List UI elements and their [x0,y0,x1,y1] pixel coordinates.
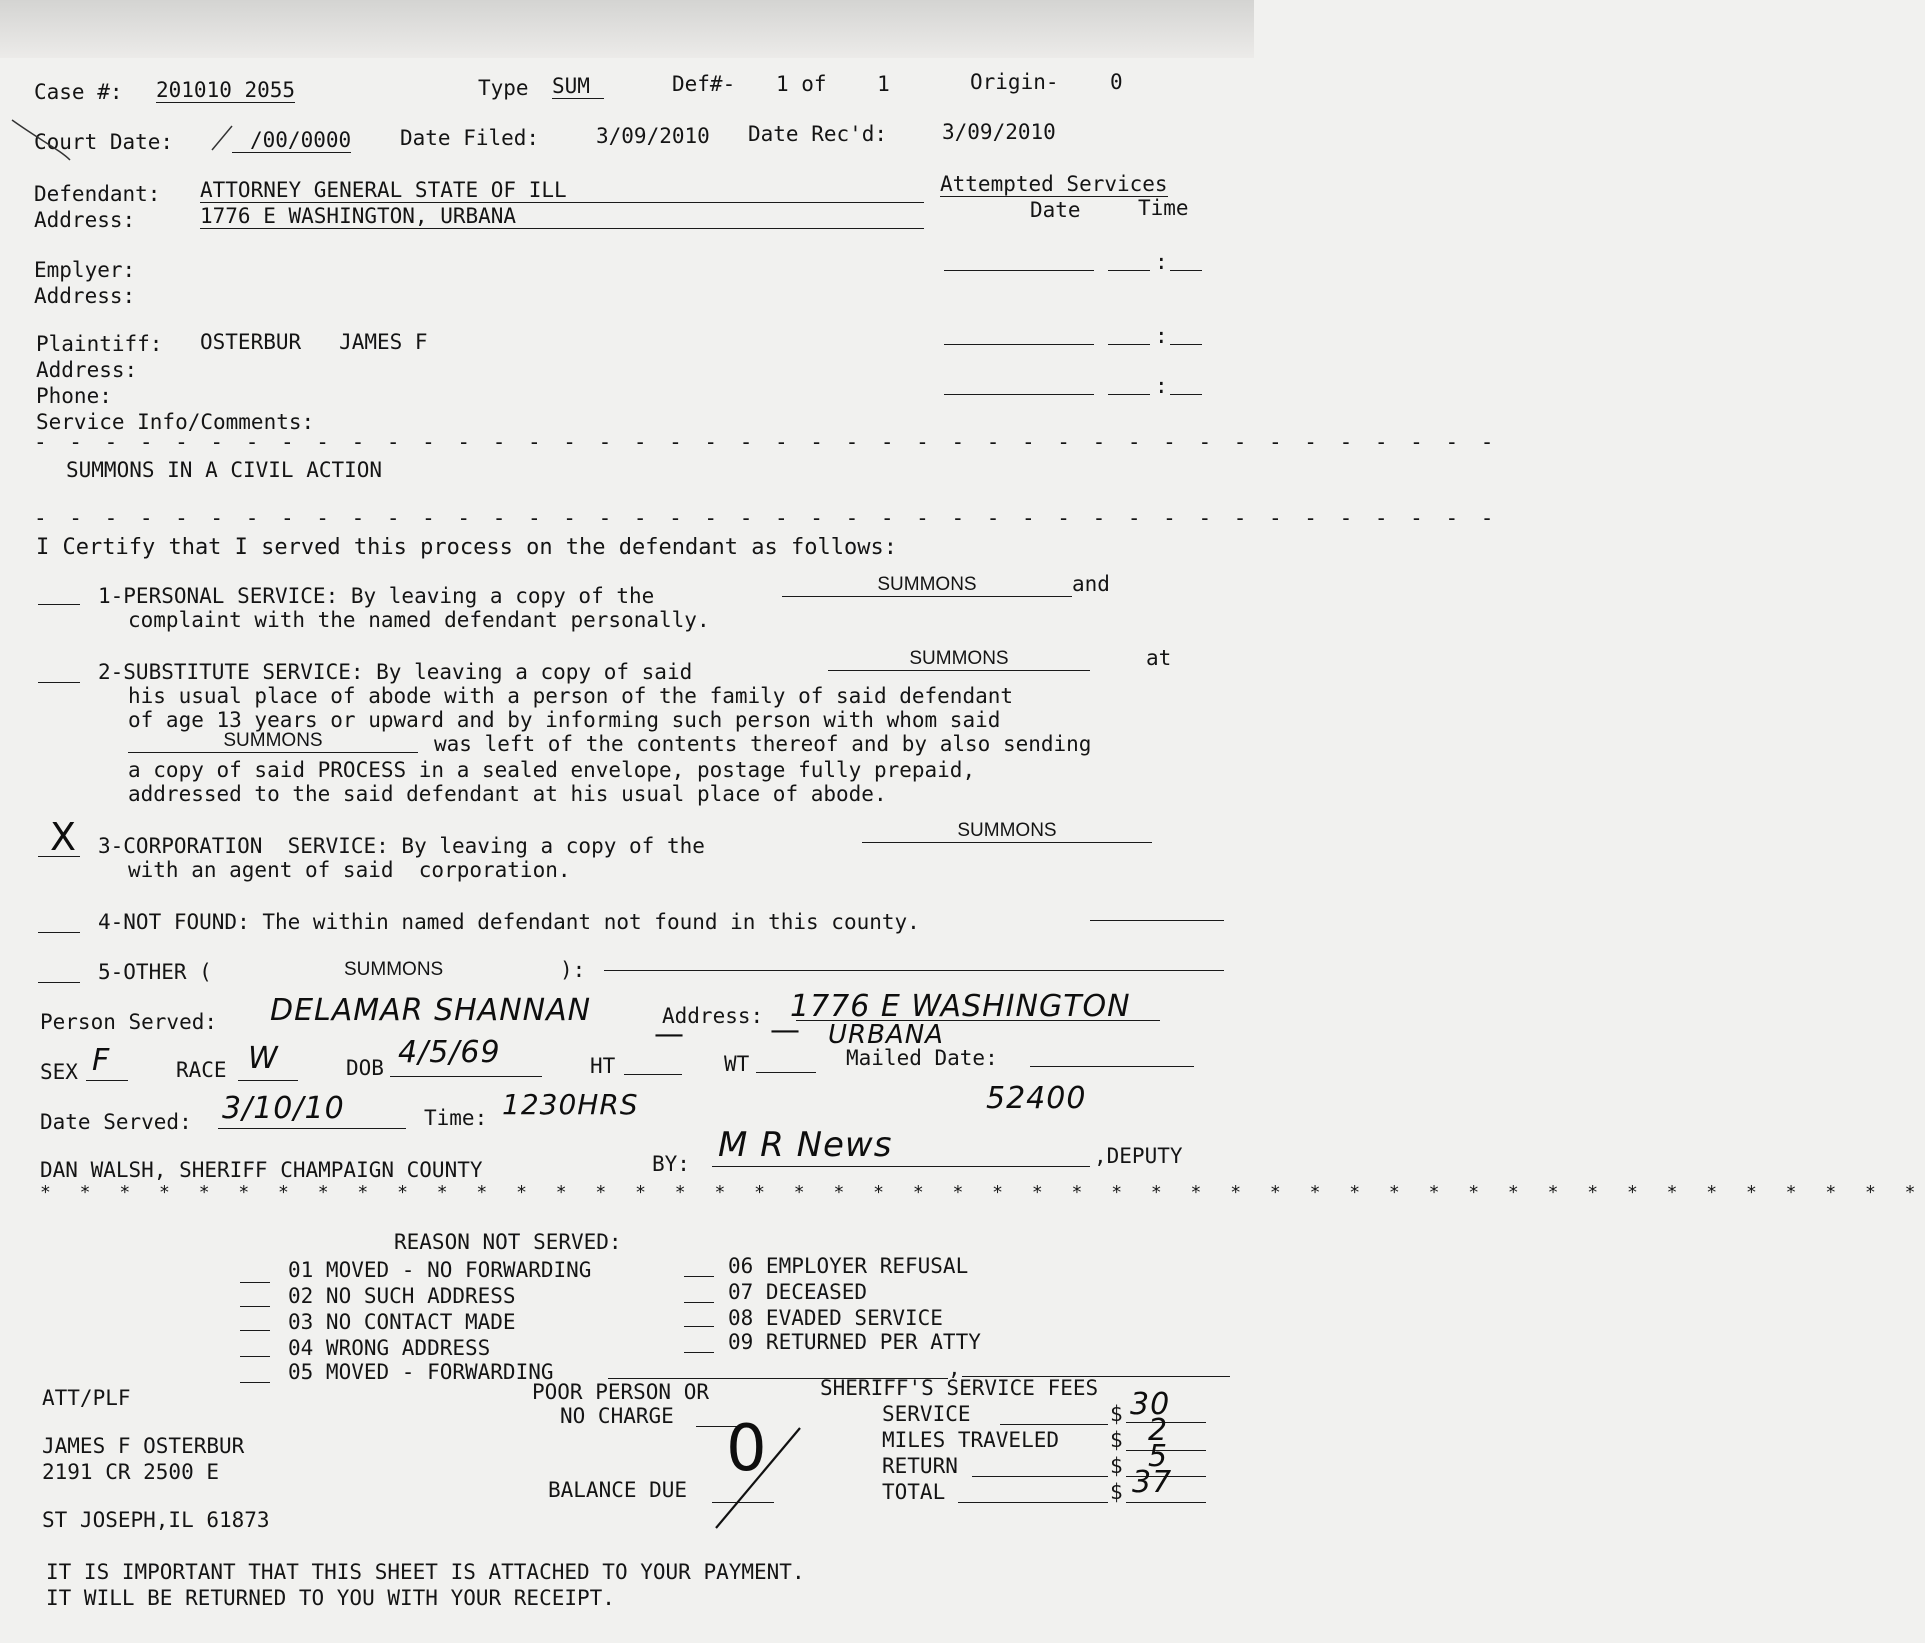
fee-service-currency: $ [1110,1402,1123,1426]
service-info-label: Service Info/Comments: [36,410,315,434]
attempted-services-title: Attempted Services [940,172,1168,196]
reason-02-checkbox[interactable] [240,1306,270,1307]
plaintiff-address-label: Address: [36,358,138,382]
service-4-blank[interactable] [1090,920,1224,921]
employer-address-label: Address: [34,284,136,308]
fee-total-label: TOTAL [882,1480,946,1504]
att-plf-label: ATT/PLF [42,1386,131,1410]
service-4-checkbox[interactable] [38,932,80,933]
reason-05-checkbox[interactable] [240,1382,270,1383]
att-name: JAMES F OSTERBUR [42,1434,245,1458]
reason-07-checkbox[interactable] [684,1302,714,1303]
type-label: Type [478,76,529,100]
attempt-1-hour-blank[interactable] [1108,270,1150,271]
service-5-label: 5-OTHER ( [98,960,212,984]
reason-08: 08 EVADED SERVICE [728,1306,943,1330]
case-number: 201010 2055 [156,78,296,102]
service-4-line: 4-NOT FOUND: The within named defendant not found in this county. [98,910,920,934]
attempt-1-minute-blank[interactable] [1170,270,1202,271]
reason-02: 02 NO SUCH ADDRESS [288,1284,516,1308]
court-date-label: Court Date: [34,130,174,154]
reason-09: 09 RETURNED PER ATTY [728,1330,981,1354]
fee-total-value: 37 [1132,1465,1173,1500]
race-value: W [248,1041,279,1076]
service-1-line-2: complaint with the named defendant personally. [128,608,710,632]
deputy-label: ,DEPUTY [1094,1144,1183,1168]
origin-label: Origin- [970,70,1059,94]
sheriff-name: DAN WALSH, SHERIFF CHAMPAIGN COUNTY [40,1158,483,1182]
deputy-signature: M R News [718,1125,893,1165]
attempt-3-minute-blank[interactable] [1170,394,1202,395]
defendant-address: 1776 E WASHINGTON, URBANA [200,204,924,229]
person-served-label: Person Served: [40,1010,218,1034]
scan-top-edge [0,0,1254,58]
att-address-2: ST JOSEPH,IL 61873 [42,1508,270,1532]
type-value: SUM [552,74,604,99]
reason-not-served-title: REASON NOT SERVED: [394,1230,622,1254]
dob-label: DOB [346,1056,384,1080]
fee-total-currency: $ [1110,1480,1123,1504]
defendant-label: Defendant: [34,182,161,206]
attempt-3-date-blank[interactable] [944,394,1094,395]
fee-miles-label: MILES TRAVELED [882,1428,1060,1452]
footer-line-2: IT WILL BE RETURNED TO YOU WITH YOUR RECEIPT. [46,1586,615,1610]
date-filed-value: 3/09/2010 [596,124,710,148]
reason-01-checkbox[interactable] [240,1282,270,1283]
reason-05: 05 MOVED - FORWARDING [288,1360,554,1384]
attempt-1-date-blank[interactable] [944,270,1094,271]
service-2-line-2: his usual place of abode with a person of the family of said defendant [128,684,1014,708]
reason-07: 07 DECEASED [728,1280,868,1304]
defendant-address-label: Address: [34,208,136,232]
date-recd-value: 3/09/2010 [942,120,1056,144]
deputy-badge-number: 52400 [986,1081,1087,1116]
reason-09-checkbox[interactable] [684,1352,714,1353]
reason-03-checkbox[interactable] [240,1330,270,1331]
service-1-checkbox[interactable] [38,604,80,605]
def-label: Def#- [672,72,736,96]
mailed-date-label: Mailed Date: [846,1046,998,1070]
service-2-line-3: of age 13 years or upward and by informing such person with whom said [128,708,1001,732]
service-2-document-field-2[interactable]: SUMMONS [128,730,418,753]
plaintiff-phone-label: Phone: [36,384,112,408]
fee-service-value: 30 [1130,1387,1171,1422]
ht-value: — [654,1017,685,1052]
served-address-label: Address: [662,1004,764,1028]
reason-04: 04 WRONG ADDRESS [288,1336,491,1360]
summons-title: SUMMONS IN A CIVIL ACTION [66,458,383,482]
date-filed-label: Date Filed: [400,126,540,150]
date-recd-label: Date Rec'd: [748,122,888,146]
reason-01: 01 MOVED - NO FORWARDING [288,1258,592,1282]
employer-label: Emplyer: [34,258,136,282]
reason-06-checkbox[interactable] [684,1276,714,1277]
summons-return-form: Case #: 201010 2055 Type SUM Def#- 1 of 1 Origin- 0 Court Date: /00/0000 Date Filed: 3/09/2010 Date Rec'd: 3/09/2010 Defendant: ATTORNEY GENERAL STATE OF ILL Address: 1776 E WASHINGTON, URBANA Attempted Services Date Time Emplyer: Address: : : : Plaintiff: OSTERBUR JAMES F Address: Phone: Service Info/Comments: - - - - - - - - - - - - - - - - - - - - - - - - - - - - - - - - - - - - - - - - - - SUMMONS IN A CIVIL ACTION - - - - - - - - - - - - - - - - - - - - - - - - - - - - - - - - - - - - - - - - - - I Certify that I served this process on the defendant as follows: 1-PERSONAL SERVICE: By leaving a copy of the SUMMONS and complaint with the named defendant personally. 2-SUBSTITUTE SERVICE: By leaving a copy of said SUMMONS at his usual place of abode with a person of the family of said defendant of age 13 years or upward and by informing such person with whom said SUMMONS was left of the contents thereof and by also sending a copy of said PROCESS in a sealed envelope, postage fully prepaid, addressed to the said defendant at his usual place of abode. X 3-CORPORATION SERVICE: By leaving a copy of the SUMMONS with an agent of said corporation. 4-NOT FOUND: The within named defendant not found in this county. 5-OTHER ( SUMMONS ): Person Served: DELAMAR SHANNAN Address: 1776 E WASHINGTON URBANA SEX F RACE W DOB 4/5/69 HT — WT — Mailed Date: Date Served: 3/10/10 Time: 1230HRS 52400 DAN WALSH, SHERIFF CHAMPAIGN COUNTY BY: M R News ,DEPUTY * * * * * * * * * * * * * * * * * * * * * * * * * * * * * * * * * * * * * * * * * * * * * * * * REASON NOT SERVED: 01 MOVED - NO FORWARDING 02 NO SUCH ADDRESS 03 NO CONTACT MADE 04 WRONG ADDRESS 05 MOVED - FORWARDING , 06 EMPLOYER REFUSAL 07 DECEASED 08 EVADED SERVICE 09 RETURNED PER ATTY ATT/PLF JAMES F OSTERBUR 2191 CR 2500 E ST JOSEPH,IL 61873 POOR PERSON OR NO CHARGE BALANCE DUE 0 SHERIFF'S SERVICE FEES SERVICE $ 30 MILES TRAVELED $ 2 RETURN $ 5 TOTAL $ 37 IT IS IMPORTANT THAT THIS SHEET IS ATTACHED TO YOUR PAYMENT. IT WILL BE RETURNED TO YOU WITH YOUR RECEIPT. [0,0,1254,1643]
service-3-check-mark: X [50,815,78,859]
reason-08-checkbox[interactable] [684,1326,714,1327]
service-1-and: and [1072,572,1110,596]
ht-label: HT [590,1054,616,1078]
date-served-value: 3/10/10 [222,1091,345,1126]
sex-label: SEX [40,1060,78,1084]
fee-return-value: 5 [1148,1439,1169,1474]
fee-miles-currency: $ [1110,1428,1123,1452]
attempt-3-hour-blank[interactable] [1108,394,1150,395]
plaintiff-label: Plaintiff: [36,332,163,356]
attempt-2-hour-blank[interactable] [1108,344,1150,345]
attempted-date-label: Date [1030,198,1081,222]
service-1-document-field[interactable]: SUMMONS [782,574,1072,597]
att-address-1: 2191 CR 2500 E [42,1460,220,1484]
service-2-checkbox[interactable] [38,682,80,683]
time-value: 1230HRS [502,1088,639,1121]
service-3-line-2: with an agent of said corporation. [128,858,571,882]
no-charge-label: NO CHARGE [560,1404,674,1428]
by-label: BY: [652,1152,690,1176]
dashed-separator-2: - - - - - - - - - - - - - - - - - - - - - - - - - - - - - - - - - - - - - - - - - - [34,506,1499,530]
service-3-line-1: 3-CORPORATION SERVICE: By leaving a copy of the [98,834,705,858]
fee-service-label: SERVICE [882,1402,971,1426]
case-label: Case #: [34,80,123,104]
mailed-date-field[interactable] [1030,1066,1194,1067]
balance-due-value: 0 [726,1412,768,1486]
service-2-line-5: a copy of said PROCESS in a sealed envelope, postage fully prepaid, [128,758,976,782]
time-label: Time: [424,1106,488,1130]
reason-04-checkbox[interactable] [240,1356,270,1357]
poor-person-label: POOR PERSON OR [532,1380,710,1404]
fee-return-label: RETURN [882,1454,958,1478]
plaintiff-name: OSTERBUR JAMES F [200,330,428,354]
attempted-time-label: Time [1138,196,1189,220]
person-served-value: DELAMAR SHANNAN [270,993,592,1028]
sex-value: F [92,1043,111,1078]
service-5-document: SUMMONS [344,959,444,980]
court-date-value: /00/0000 [232,128,351,153]
fee-return-currency: $ [1110,1454,1123,1478]
service-3-document-field[interactable]: SUMMONS [862,820,1152,843]
defendant-name: ATTORNEY GENERAL STATE OF ILL [200,178,924,203]
fee-miles-value: 2 [1148,1413,1169,1448]
reason-06: 06 EMPLOYER REFUSAL [728,1254,969,1278]
served-address-value-2: URBANA [828,1020,944,1050]
wt-value: — [770,1013,801,1048]
attempt-2-minute-blank[interactable] [1170,344,1202,345]
asterisk-separator: * * * * * * * * * * * * * * * * * * * * * * * * * * * * * * * * * * * * * * * * * * * * * * * * [40,1182,1925,1203]
fees-title: SHERIFF'S SERVICE FEES [820,1376,1099,1400]
attempt-2-date-blank[interactable] [944,344,1094,345]
balance-zero-strike [0,0,1,1]
certify-statement: I Certify that I served this process on the defendant as follows: [36,535,897,560]
balance-due-label: BALANCE DUE [548,1478,688,1502]
race-label: RACE [176,1058,227,1082]
service-2-line-4: was left of the contents thereof and by also sending [434,732,1092,756]
footer-line-1: IT IS IMPORTANT THAT THIS SHEET IS ATTACHED TO YOUR PAYMENT. [46,1560,805,1584]
dashed-separator-1: - - - - - - - - - - - - - - - - - - - - - - - - - - - - - - - - - - - - - - - - - - [34,430,1499,454]
service-2-line-6: addressed to the said defendant at his usual place of abode. [128,782,887,806]
dob-value: 4/5/69 [398,1035,501,1070]
service-1-line-1: 1-PERSONAL SERVICE: By leaving a copy of the [98,584,655,608]
origin-value: 0 [1110,70,1123,94]
service-5-checkbox[interactable] [38,982,80,983]
served-address-value: 1776 E WASHINGTON [790,989,1131,1024]
def-value: 1 of 1 [776,72,890,96]
reason-03: 03 NO CONTACT MADE [288,1310,516,1334]
service-2-line-1: 2-SUBSTITUTE SERVICE: By leaving a copy of said [98,660,693,684]
service-2-at: at [1146,646,1172,670]
date-served-label: Date Served: [40,1110,192,1134]
wt-label: WT [724,1052,750,1076]
service-2-document-field[interactable]: SUMMONS [828,648,1090,671]
service-5-blank[interactable] [604,970,1224,971]
service-5-close: ): [560,958,586,982]
